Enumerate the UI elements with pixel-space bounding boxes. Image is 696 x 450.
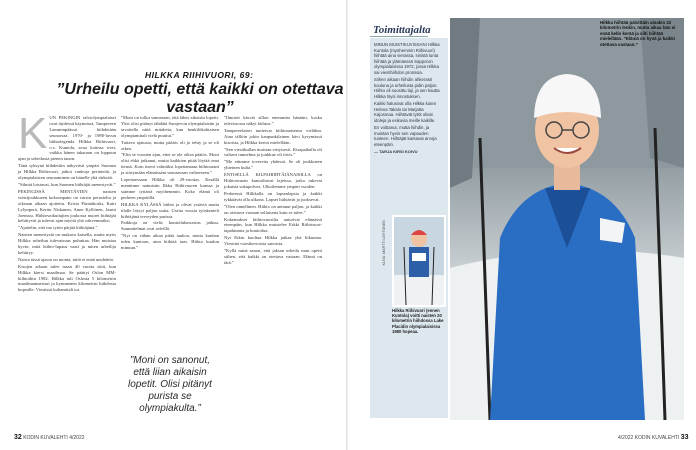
page-number: 32 xyxy=(14,434,22,441)
skier-portrait-illustration xyxy=(450,18,684,420)
text-column-3 xyxy=(224,115,322,267)
paragraph: ”Ihmiset käsvät sillon enemmän häntäni, koska televisiossa näkyi hiihtoa.” xyxy=(224,115,322,126)
paragraph: ”Me ettimme tovereita yhdessä. Se oli joukkueen yhteinen kulta.” xyxy=(224,159,322,171)
sidebar-rule xyxy=(370,36,428,37)
paragraph: HILKKA KYLÄSSÄ hiihto ja olivat ystäviä mutta tilalle löytyi paljon uutta. Useita vuosia työskenteli hiihtäjänä terveyden parissa. xyxy=(121,201,219,219)
paragraph: ”Elin se vuosien ajan, ettei se ole oikea päätös. Moni olisi ehkä jatkanut, mutta kaikkien pitää löytää oma tiensä. Koin itseni valmiiksi lopettamaan hiihtourani ja siirtymään elämässäni seuraavaan vaiheeseen.” xyxy=(121,152,219,176)
pull-quote: ”Moni on sanonut, että liian aikaisin lopetit. Olisi pitänyt purista se olympiakulta.” xyxy=(128,355,212,414)
page-gutter xyxy=(346,0,348,450)
paragraph: Naisten menestystä on mukava katsella, mutta myös Hilkka urheilun tulevaisuus puhuttaa. Hän muistaa hyvin, mitä hiihto-lupaus vaati ja miten urheilija kehittyy. xyxy=(18,232,116,255)
paragraph: ”Kyllä minä sanon, että jaksan urheilu mun opetti siihen, että kaikki on otettava vastaan. Elämä on tätä.” xyxy=(224,248,322,265)
drop-cap: K xyxy=(18,109,48,158)
sidebar-header: Toimittajalta xyxy=(373,24,431,36)
paragraph: Naisia tässä ajassa on monta, niitä ei enää unohdeta. xyxy=(18,256,114,262)
page-number: 33 xyxy=(680,434,689,441)
text-column-2 xyxy=(121,115,219,252)
paragraph: Kokemukset hiihtovuosilta auttoivat elämässä eteenpäin, kun Hilkka muistelee Erkki Riihivuori-tapahtumia ja kuntoilua. xyxy=(224,216,322,234)
main-photo-caption: Hilkka hiihtää päivittäin ainakin 22 kilometrin lenkin, mutta aikaa hän ei enää kello kerää ja silti hiihtää mielellään. ”Elämä on hyvä ja kaikki otettava vastaan.” xyxy=(600,20,676,47)
folio-text: KODIN KUVALEHTI 4/2022 xyxy=(23,435,85,441)
paragraph: Kaikki halusivat olla Hilkka kuten Helena Takalo tai Marjatta Kajosmaa. Hiihtävät tytöt olivat idoleja ja esikuvia meille kaikille. xyxy=(374,101,437,123)
paragraph: ”Sen viestikullan muistan erityisesti. Kisapaikalla oli valtava tunnelma ja joukkue oli tiivis.” xyxy=(224,146,322,158)
paragraph: ”Nyt on vähän aikaa pitää taukoa, mutta kunhan tulen kuntoon, aion hiihtää taas. Hiihto kuuluu minuun.” xyxy=(121,233,219,251)
archive-photo-caption: Hilkka Riihivuori (ennen Kuntola) voitti naisten 20 kilometrin hiihdossa Lake Placidin olympialaisissa 1980 hopeaa. xyxy=(392,308,444,334)
photo-credit: KUVA: MARTTI LEHTONEN xyxy=(382,220,386,266)
archive-photo xyxy=(392,215,446,307)
main-photo xyxy=(450,18,684,420)
paragraph: Lopettaessaan Hilkka oli 29-vuotias. Kesällä menimme naimisiin Ilkka Riihivuoren kanssa ja saimme tyttäriä myöhemmin. Koko elämä oli perheen ympärillä. xyxy=(121,177,219,200)
paragraph: Tampereelaiset tunteivat hiihtonaisensa vieläkin. Aina tällöin jokin kaupunkilainen kävi kysymässä kisoista, ja Hilkka kertoi mielellään. xyxy=(224,127,322,145)
paragraph: ”Silmät loistavat, kun Suomen hiihtäjät menestyvät.” xyxy=(18,181,116,187)
paragraph: UN PEKINGIN talviolympialaiset ovat täydessä käynnissä, Tampereen Lamminpäässä hiihdetään seuraavaa. 1970- ja 1980-luvun hiihtolegenda Hilkka Riihivuori, o.s. Kuntola, avaa kotinsa ovet, vaikka hänen takaraan on loppuun ajan ja urheilusta pienen tauon. xyxy=(18,115,116,162)
paragraph: Kisojen aikaan tulee tasan 40 vuotta siitä, kun Hilkka kiersi maailmaa. Se päättyi Oslon MM-hiihtoihin 1982. Hilkka tuli Oslosta 5 kilometrin maailmanmestari ja kymmenen kilometrin hiihdosta hopealle. Viestissä kultamitali toi. xyxy=(18,263,116,293)
paragraph: PEKINGISSÄ MENTÄVIEN naisten viestijoukkueen kokoonpano on varsin perusteltu ja oikeaan aikaan ajoitettu. Krista Pärmäkoski, Katri Lylynperä, Kerttu Niskanen, Anne Kyllönen, Jasmi Joensuu. Hiihtovaikuttajien joukossa nuoret hiihtäjät kehittyvät ja tulevat ajan myötä yhä vahvemmiksi. xyxy=(18,188,116,224)
paragraph: ENTISELLÄ KILPAHIIHTÄJÄNAISILLA on Hiihtoseuran kuntoiltavat lajeissa, jotka tukevat jokaista sukupolvea. Ulkoilemme ympäri vuoden. xyxy=(224,172,322,189)
sidebar-signature: — TARJA KIRSI KOIVU xyxy=(374,149,418,154)
text-column-1 xyxy=(18,109,116,294)
paragraph: Perheessä Hilkkalla on lapsenlapsia ja kaikki tykkäävät olla ulkona. Lapset hiihtävät ja juoksevat. xyxy=(224,190,322,202)
page-folio-right xyxy=(618,434,689,441)
paragraph: Siihen aikaan hiihdin ahkerasti kouluna ja urheilusta pidin paljon. Hiihto oli suosittu laji, ja sen kautta Hilkka löysi innostuksen. xyxy=(374,77,440,99)
paragraph: ”Moni on tullut sanomaan, että lähes aikaisin lopetit. Yksi olisi pitänyt tähdätä Sarajevon olympialaisiin ja tavoitella niitä mitaleita, kun henkilökohtaisen olympiamitali vielä puuttui.” xyxy=(121,115,219,138)
paragraph: Nyt Erkin kuoltua Hilkka jatkaa yhä liikuntaa. Viestinä vuosikerroista sanoista. xyxy=(224,235,322,247)
article-headline: ”Urheilu opetti, että kaikki on otettava vastaan” xyxy=(56,81,344,116)
paragraph: Paikkoja on vielä; kuntoiluharrastus jatkuu. Suunnitelmat ovat selvillä. xyxy=(121,220,219,232)
paragraph: ”Ajattelin, että tuo tytön pärjää hiihtäjänä.” xyxy=(18,225,98,231)
paragraph: En voittanut, mutta hiihdin, ja muistan hyvin sen vapauden tunteen. Hiihtäjät kantavat arvoja eteenpäin. xyxy=(374,125,437,147)
paragraph: MINUN MUISTIKUVISSANI Hilkka Kuntola (myöhemmin Riihivuori) hiihtää aina vierassa, sinistä lunta hiihtää ja ylämäessä Sapporon olympialaisissa 1972, jossa Hilkka sai viestihiihdon pronssia. xyxy=(374,42,440,75)
folio-text: 4/2022 KODIN KUVALEHTI xyxy=(618,435,680,441)
paragraph: Tänä syksynä hiihdettiin näkyvästi ympäri Suomea ja Hilkka Riihivuori, jatkoi vanhoja perinteitä, ja olympialaisten seuraaminen on hänelle yhä tärkeää. xyxy=(18,163,116,181)
archive-skier-illustration xyxy=(394,217,444,305)
page-folio-left xyxy=(14,434,85,441)
paragraph: Tuttava ajatusta, mutta päätös oli jo tehty ja se oli oikea. xyxy=(121,139,219,151)
paragraph: ”Olen onnellinen. Hiihto on antanut paljon, ja kaikki on otettava vastaan sellaisena kuin se tulee.” xyxy=(224,203,322,215)
sidebar-text xyxy=(374,42,444,157)
article-kicker: HILKKA RIIHIVUORI, 69: xyxy=(145,70,254,80)
